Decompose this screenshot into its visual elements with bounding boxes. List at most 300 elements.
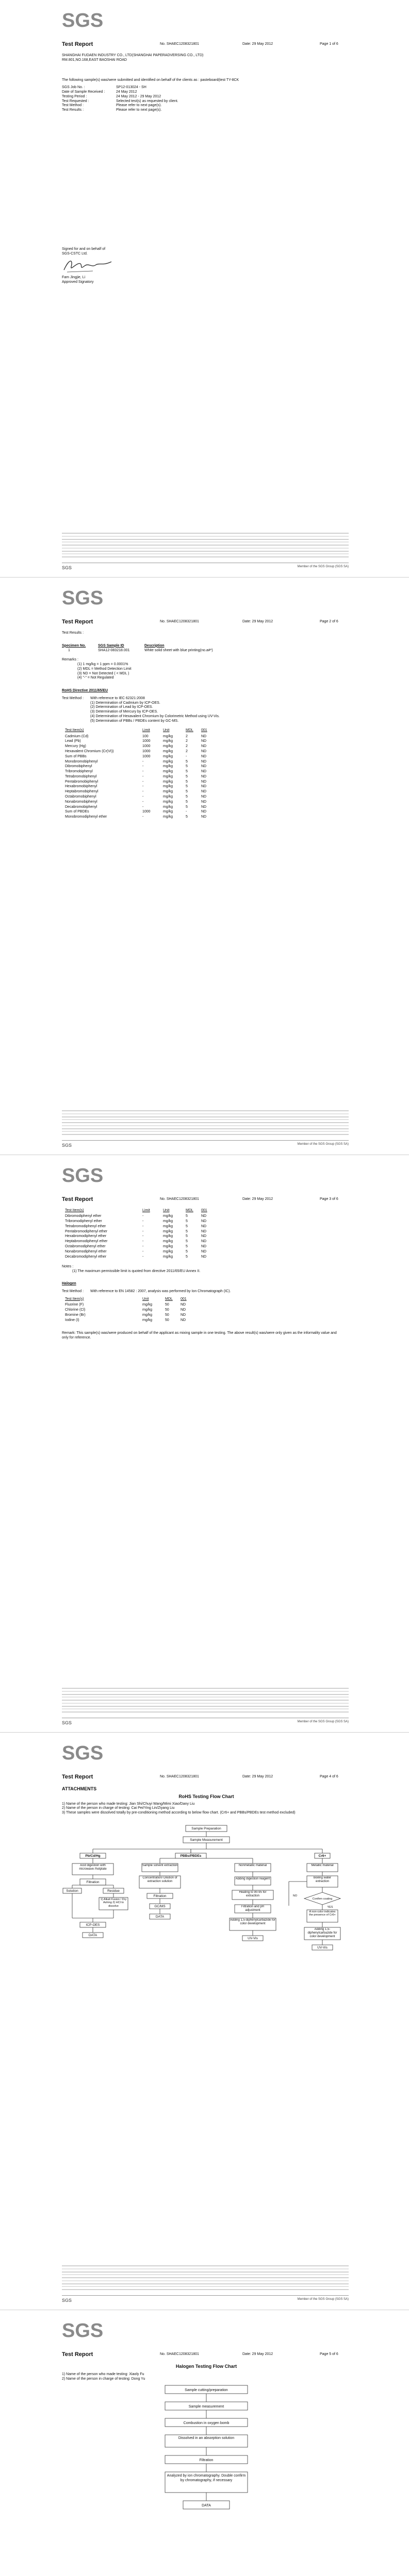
box-nonmetallic: Nonmetallic material <box>238 1864 267 1867</box>
cell-unit: mg/kg <box>163 800 173 804</box>
field-row <box>62 95 351 99</box>
report-page-1 <box>0 0 409 578</box>
table-row <box>65 754 217 759</box>
cell-mdl: 5 <box>186 1240 188 1244</box>
cell-mdl: 50 <box>165 1303 169 1307</box>
flow-chart-title: RoHS Testing Flow Chart <box>178 1794 234 1800</box>
col-limit: Limit <box>142 1209 150 1212</box>
box-data-1: DATA <box>88 1934 97 1937</box>
cell-limit: - <box>142 790 144 794</box>
box-data-2: DATA <box>155 1915 165 1919</box>
signed-for: Signed for and on behalf of <box>62 247 106 251</box>
sgs-logo <box>62 9 113 31</box>
cell-test-item: Octabromobiphenyl <box>65 795 96 799</box>
rohs-results-table-cont <box>65 1209 217 1260</box>
cell-test-item: Decabromodiphenyl ether <box>65 1255 107 1259</box>
cell-unit: mg/kg <box>142 1318 153 1322</box>
box-ph-adjust: Filtration and pH adjustment <box>241 1905 265 1912</box>
sgs-logo <box>62 1742 113 1764</box>
client-address: RM.801,NO.168,EAST BAOSHAI ROAD <box>62 58 127 62</box>
attachments-heading: ATTACHMENTS <box>62 1786 97 1791</box>
remark-item: (3) ND = Not Detected ( < MDL ) <box>77 671 129 675</box>
remarks-list <box>62 663 351 681</box>
cell-result: ND <box>201 815 207 819</box>
col-test-item: Test Item(s) <box>65 728 84 733</box>
cell-unit: mg/kg <box>163 795 173 799</box>
cell-result: ND <box>201 1219 207 1224</box>
field-label: Testing Period : <box>62 94 87 98</box>
remark-item: (4) "-" = Not Regulated <box>77 676 114 680</box>
cell-mdl: 50 <box>165 1308 169 1312</box>
report-number: No. SHAEC1208321801 <box>160 2352 199 2356</box>
cell-limit: - <box>142 759 144 764</box>
footer-text: Member of the SGS Group (SGS SA) <box>297 1143 349 1146</box>
box-solvent-extraction: Sample solvent extraction <box>142 1864 178 1867</box>
cell-result: ND <box>201 1255 207 1259</box>
halogen-results-body <box>65 1303 196 1323</box>
cell-limit: - <box>142 785 144 789</box>
box-pbbs-pbdes: PBBs/PBDEs <box>180 1854 202 1858</box>
test-method-line: (5) Determination of PBBs / PBDEs content by GC-MS. <box>90 719 179 723</box>
sgs-logo-text: SGS <box>62 1742 104 1764</box>
svg-text:SGS: SGS <box>62 565 72 570</box>
remark-item: (2) MDL = Method Detection Limit <box>77 667 132 671</box>
signatory-title: Approved Signatory <box>62 280 94 284</box>
cell-limit: - <box>142 1249 144 1253</box>
box-sample-preparation: Sample Preparation <box>191 1827 221 1831</box>
cell-limit: - <box>142 779 144 784</box>
cell-test-item: Cadmium (Cd) <box>65 734 89 738</box>
box-dpc-1: Adding 1,5-diphenylcarbazide for color development <box>230 1919 275 1925</box>
cell-unit: mg/kg <box>163 744 173 749</box>
fine-print <box>62 2265 349 2290</box>
field-row <box>62 86 351 90</box>
report-number: No. SHAEC1208321801 <box>160 1197 199 1201</box>
col-test-item: Test Item(s) <box>65 1297 84 1301</box>
rohs-results-table <box>65 728 217 820</box>
box-solution: Solution <box>66 1889 78 1893</box>
cell-mdl: 5 <box>186 1255 188 1259</box>
signature-image <box>62 257 119 274</box>
report-page-5 <box>0 2310 409 2576</box>
cell-limit: - <box>142 1234 144 1239</box>
flow-note: 1) Name of the person who made testing: Xiaoly Fu <box>62 2372 144 2377</box>
cell-result: ND <box>181 1308 186 1312</box>
cell-mdl: - <box>186 754 187 758</box>
step-filtration: Filtration <box>199 2459 214 2462</box>
cell-limit: - <box>142 1224 144 1228</box>
halogen-test-method <box>62 1290 351 1294</box>
cell-limit: - <box>142 1214 144 1218</box>
specimen-no: 1 <box>68 648 70 652</box>
cell-mdl: 5 <box>186 1245 188 1249</box>
report-date: Date: 29 May 2012 <box>242 2352 273 2356</box>
cell-mdl: 2 <box>186 734 188 738</box>
report-title: Test Report <box>62 619 93 625</box>
svg-text:SGS: SGS <box>62 2298 72 2302</box>
cell-result: ND <box>201 1214 207 1218</box>
intro-text: The following sample(s) was/were submitted and identified on behalf of the clients as : pasteboard(test TY-8CK <box>62 78 239 82</box>
table-row <box>65 1245 217 1250</box>
cell-limit: 1000 <box>142 749 151 753</box>
cell-unit: mg/kg <box>163 754 173 758</box>
report-date: Date: 29 May 2012 <box>242 42 273 46</box>
box-confirm-coating: Confirm coating <box>312 1897 333 1901</box>
cell-unit: mg/kg <box>142 1303 153 1307</box>
box-digestion-reagent: Adding digestion reagent <box>235 1877 270 1880</box>
cell-mdl: 2 <box>186 744 188 749</box>
test-method-line: With reference to IEC 62321:2008 <box>90 696 145 700</box>
field-value: Please refer to next page(s). <box>116 108 162 112</box>
cell-result: ND <box>201 1224 207 1228</box>
cell-unit: mg/kg <box>163 805 173 809</box>
cell-result: ND <box>201 790 207 794</box>
cell-mdl: 5 <box>186 759 188 764</box>
cell-result: ND <box>201 765 207 769</box>
table-row <box>65 785 217 790</box>
page-number: Page 4 of 6 <box>320 1775 338 1778</box>
sgs-id-head: SGS Sample ID <box>98 643 124 648</box>
step-combustion: Combustion in oxygen bomb <box>183 2421 230 2425</box>
report-body <box>62 2364 351 2382</box>
sgs-logo-text: SGS <box>62 587 104 608</box>
table-row <box>65 765 217 770</box>
box-concentration: Concentration/ Dilution of extraction solution <box>142 1876 177 1883</box>
cell-mdl: 50 <box>165 1313 169 1317</box>
page-number: Page 5 of 6 <box>320 2352 338 2356</box>
cell-test-item: Hexabromodiphenyl ether <box>65 1234 107 1239</box>
cell-result: ND <box>201 795 207 799</box>
field-label: Test Method : <box>62 104 84 108</box>
table-row <box>65 1214 217 1219</box>
cell-test-item: Pentabromobiphenyl <box>65 779 99 784</box>
cell-mdl: 5 <box>186 770 188 774</box>
box-cr6: Cr6+ <box>318 1854 326 1858</box>
cell-result: ND <box>201 774 207 778</box>
sgs-id: SHA12-083218.001 <box>98 648 130 652</box>
box-uv-vis-2: UV-Vis <box>317 1946 328 1950</box>
cell-mdl: 5 <box>186 1219 188 1224</box>
page-number: Page 3 of 6 <box>320 1197 338 1201</box>
cell-mdl: 5 <box>186 779 188 784</box>
cell-test-item: Chlorine (Cl) <box>65 1308 86 1312</box>
cell-result: ND <box>181 1303 186 1307</box>
table-header-row <box>65 728 217 734</box>
report-title: Test Report <box>62 41 93 47</box>
table-row <box>65 1229 217 1234</box>
cell-unit: mg/kg <box>163 1240 173 1244</box>
report-page-4 <box>0 1733 409 2310</box>
table-row <box>65 1303 196 1308</box>
report-number: No. SHAEC1208321801 <box>160 1775 199 1778</box>
cell-test-item: Nonabromobiphenyl <box>65 800 97 804</box>
report-body <box>62 1786 351 1816</box>
cell-result: ND <box>201 749 207 753</box>
page-footer <box>62 1140 349 1147</box>
cell-result: ND <box>201 1234 207 1239</box>
test-method-line: (3) Determination of Mercury by ICP-OES. <box>90 710 158 714</box>
table-row <box>65 1219 217 1225</box>
table-row <box>65 1224 217 1229</box>
cell-unit: mg/kg <box>163 1249 173 1253</box>
cell-mdl: 5 <box>186 815 188 819</box>
table-row <box>65 810 217 815</box>
cell-result: ND <box>201 759 207 764</box>
test-method-line: (1) Determination of Cadmium by ICP-OES. <box>90 701 160 705</box>
table-row <box>65 1240 217 1245</box>
footer-text: Member of the SGS Group (SGS SA) <box>297 1720 349 1724</box>
svg-text:SGS: SGS <box>62 1143 72 1147</box>
table-row <box>65 749 217 754</box>
cell-limit: - <box>142 1245 144 1249</box>
specimen-row <box>62 649 351 653</box>
table-row <box>65 1249 217 1255</box>
cell-limit: 1000 <box>142 754 151 758</box>
box-dpc-2: Adding 1,5-diphenylcarbazide for color development <box>307 1928 337 1938</box>
cell-mdl: 5 <box>186 765 188 769</box>
flow-note: 3) These samples were dissolved totally by pre-conditioning method according to below flow chart. (Cr6+ and PBBs/PBDEs test method excluded) <box>62 1811 296 1815</box>
cell-unit: mg/kg <box>163 1245 173 1249</box>
report-body <box>62 54 351 113</box>
sgs-logo-text: SGS <box>62 10 104 31</box>
cell-result: ND <box>201 739 207 743</box>
report-number: No. SHAEC1208321801 <box>160 620 199 623</box>
cell-limit: 1000 <box>142 810 151 814</box>
step-data: DATA <box>202 2504 211 2507</box>
cell-result: ND <box>201 744 207 749</box>
test-method-line: (2) Determination of Lead by ICP-OES. <box>90 705 153 709</box>
test-method-label: Test Method : <box>62 696 84 700</box>
cell-mdl: 5 <box>186 800 188 804</box>
cell-result: ND <box>201 1245 207 1249</box>
footer-logo <box>62 565 73 570</box>
cell-unit: mg/kg <box>163 1229 173 1233</box>
rohs-results-body <box>65 734 217 820</box>
cell-unit: mg/kg <box>163 734 173 738</box>
cell-unit: mg/kg <box>163 1255 173 1259</box>
cell-unit: mg/kg <box>163 1224 173 1228</box>
report-title: Test Report <box>62 1196 93 1202</box>
box-icp-oes: ICP-OES <box>86 1923 100 1927</box>
field-row <box>62 99 351 104</box>
cell-unit: mg/kg <box>163 739 173 743</box>
table-row <box>65 744 217 750</box>
cell-mdl: 5 <box>186 795 188 799</box>
field-label: Test Requested : <box>62 99 89 103</box>
cell-unit: mg/kg <box>163 815 173 819</box>
cell-mdl: 5 <box>186 1229 188 1233</box>
cell-result: ND <box>201 785 207 789</box>
cell-test-item: Hexavalent Chromium (Cr(VI)) <box>65 749 114 753</box>
flow-note: 2) Name of the person in charge of testing: Dong Yu <box>62 2377 145 2381</box>
cell-unit: mg/kg <box>163 1214 173 1218</box>
cell-test-item: Tribromobiphenyl <box>65 770 93 774</box>
field-row <box>62 104 351 108</box>
cell-test-item: Mercury (Hg) <box>65 744 86 749</box>
page-number: Page 2 of 6 <box>320 620 338 623</box>
cell-result: ND <box>181 1313 186 1317</box>
sgs-logo <box>62 2319 113 2341</box>
cell-mdl: 5 <box>186 805 188 809</box>
cell-test-item: Sum of PBDEs <box>65 810 89 814</box>
report-date: Date: 29 May 2012 <box>242 1197 273 1201</box>
report-date: Date: 29 May 2012 <box>242 1775 273 1778</box>
box-pbcdhg: Pb/Cd/Hg <box>85 1854 101 1858</box>
rohs-results-body <box>65 1214 217 1260</box>
description-head: Description <box>144 643 165 648</box>
cell-unit: mg/kg <box>163 810 173 814</box>
box-residue: Residue <box>107 1889 120 1893</box>
box-boiling-water: Boiling water extraction <box>313 1876 332 1883</box>
footer-text: Member of the SGS Group (SGS SA) <box>297 565 349 569</box>
halogen-flow-chart <box>62 2383 351 2576</box>
cell-mdl: 5 <box>186 1224 188 1228</box>
flow-note: 2) Name of the person in charge of testing: Cai Pei/Ying Lin/Ziyang Liu <box>62 1806 175 1810</box>
field-row <box>62 90 351 95</box>
test-method <box>62 697 351 724</box>
signatory-name: Fam Jingjie, Li <box>62 276 86 280</box>
table-row <box>65 1255 217 1260</box>
cell-test-item: Tetrabromobiphenyl <box>65 774 97 778</box>
cell-unit: mg/kg <box>163 1234 173 1239</box>
cell-test-item: Octabromodiphenyl ether <box>65 1245 106 1249</box>
remarks-title: Remarks : <box>62 658 78 662</box>
cell-limit: - <box>142 1219 144 1224</box>
page-footer <box>62 1718 349 1725</box>
cell-limit: - <box>142 800 144 804</box>
table-header-row <box>65 1297 196 1303</box>
cell-test-item: Hexabromobiphenyl <box>65 785 97 789</box>
cell-unit: mg/kg <box>163 785 173 789</box>
sgs-logo-text: SGS <box>62 2320 104 2341</box>
cell-test-item: Heptabromodiphenyl ether <box>65 1240 108 1244</box>
cell-limit: - <box>142 770 144 774</box>
halogen-results-table <box>65 1297 196 1323</box>
cell-limit: 1000 <box>142 739 151 743</box>
col-test-item: Test Item(s) <box>65 1209 84 1212</box>
cell-test-item: Fluorine (F) <box>65 1303 84 1307</box>
cell-limit: - <box>142 774 144 778</box>
cell-limit: 100 <box>142 734 149 738</box>
fine-print <box>62 533 349 557</box>
cell-unit: mg/kg <box>163 774 173 778</box>
cell-test-item: Iodine (I) <box>65 1318 79 1322</box>
field-value: SP12-013024 - SH <box>116 86 146 90</box>
cell-limit: - <box>142 805 144 809</box>
sgs-logo <box>62 1164 113 1186</box>
cell-unit: mg/kg <box>142 1313 153 1317</box>
col-unit: Unit <box>163 728 170 733</box>
cell-limit: - <box>142 795 144 799</box>
box-cr6-presence: A non-color indicates the presence of Cr6+ <box>309 1910 336 1917</box>
step-dissolved: Dissolved in an absorption solution <box>178 2436 235 2440</box>
report-body <box>62 631 351 820</box>
svg-text:SGS: SGS <box>62 1720 72 1725</box>
cell-unit: mg/kg <box>163 779 173 784</box>
test-method-lines <box>90 697 220 724</box>
cell-result: ND <box>201 1240 207 1244</box>
box-filtration-2: Filtration <box>153 1894 167 1898</box>
footer-logo <box>62 2297 73 2302</box>
footer-logo <box>62 1720 73 1725</box>
cell-result: ND <box>201 779 207 784</box>
field-value: 24 May 2012 - 29 May 2012 <box>116 94 161 98</box>
cell-result: ND <box>201 1249 207 1253</box>
field-value: Please refer to next page(s). <box>116 104 162 108</box>
table-row <box>65 1318 196 1323</box>
report-title: Test Report <box>62 2351 93 2358</box>
cell-mdl: 5 <box>186 1214 188 1218</box>
cell-limit: - <box>142 765 144 769</box>
signature-block <box>62 247 119 285</box>
flow-note: 1) Name of the person who made testing: Jian Shi/Chuyi Wang/Mimi Xiao/Dany Liu <box>62 1802 195 1806</box>
cell-test-item: Dibromodiphenyl ether <box>65 1214 102 1218</box>
table-row <box>65 774 217 779</box>
cell-test-item: Nonabromodiphenyl ether <box>65 1249 107 1253</box>
test-method-label: Test Method : <box>62 1290 84 1294</box>
sgs-logo <box>62 587 113 608</box>
notes-title: Notes : <box>62 1264 74 1268</box>
col-result: 001 <box>201 728 207 733</box>
cell-unit: mg/kg <box>163 770 173 774</box>
field-value: Selected test(s) as requested by client. <box>116 99 178 103</box>
cell-result: ND <box>201 734 207 738</box>
box-heating: Heating to 90-95 for extraction <box>239 1891 267 1897</box>
cell-result: ND <box>201 754 207 758</box>
cell-result: ND <box>181 1318 186 1322</box>
col-unit: Unit <box>163 1209 170 1212</box>
fine-print <box>62 1110 349 1135</box>
cell-test-item: Lead (Pb) <box>65 739 81 743</box>
cell-unit: mg/kg <box>163 749 173 753</box>
table-row <box>65 770 217 775</box>
report-page-3 <box>0 1155 409 1733</box>
cell-test-item: Bromine (Br) <box>65 1313 86 1317</box>
box-acid-digestion: Acid digestion with microwave /hotplate <box>79 1864 107 1871</box>
table-row <box>65 779 217 785</box>
cell-limit: 1000 <box>142 744 151 749</box>
table-row <box>65 1308 196 1313</box>
cell-result: ND <box>201 810 207 814</box>
specimen-header <box>62 644 351 649</box>
box-uv-vis-1: UV-Vis <box>248 1937 258 1940</box>
cell-unit: mg/kg <box>163 765 173 769</box>
box-residue-treatment: 1) Alkali Fusion / Dry Ashing 2) HCl to dissolve <box>100 1898 127 1908</box>
cell-limit: - <box>142 1255 144 1259</box>
table-row <box>65 1313 196 1318</box>
cell-limit: - <box>142 1229 144 1233</box>
footer-logo <box>62 1142 73 1147</box>
cell-result: ND <box>201 805 207 809</box>
cell-result: ND <box>201 1229 207 1233</box>
flow-chart-title: Halogen Testing Flow Chart <box>175 2364 237 2369</box>
note-text: (1) The maximum permissible limit is quoted from directive 2011/65/EU Annex II. <box>72 1269 201 1273</box>
table-row <box>65 734 217 739</box>
field-label: Test Results : <box>62 108 84 112</box>
step-measurement: Sample measurement <box>188 2405 224 2409</box>
table-row <box>65 790 217 795</box>
cell-mdl: 5 <box>186 774 188 778</box>
client-name: SHANGHAI FUDAEN INDUSTRY CO., LTD(SHANGHAI PAPERADVERSING CO., LTD) <box>62 54 204 57</box>
sgs-logo-text: SGS <box>62 1165 104 1186</box>
cell-mdl: 5 <box>186 790 188 794</box>
test-method-text: With reference to EN 14582 : 2007, analysis was performed by Ion Chromatograph (IC). <box>90 1290 231 1294</box>
table-row <box>65 800 217 805</box>
cell-mdl: 50 <box>165 1318 169 1322</box>
footer-text: Member of the SGS Group (SGS SA) <box>297 2298 349 2301</box>
cell-test-item: Decabromobiphenyl <box>65 805 97 809</box>
specimen-no-head: Specimen No. <box>62 643 86 648</box>
